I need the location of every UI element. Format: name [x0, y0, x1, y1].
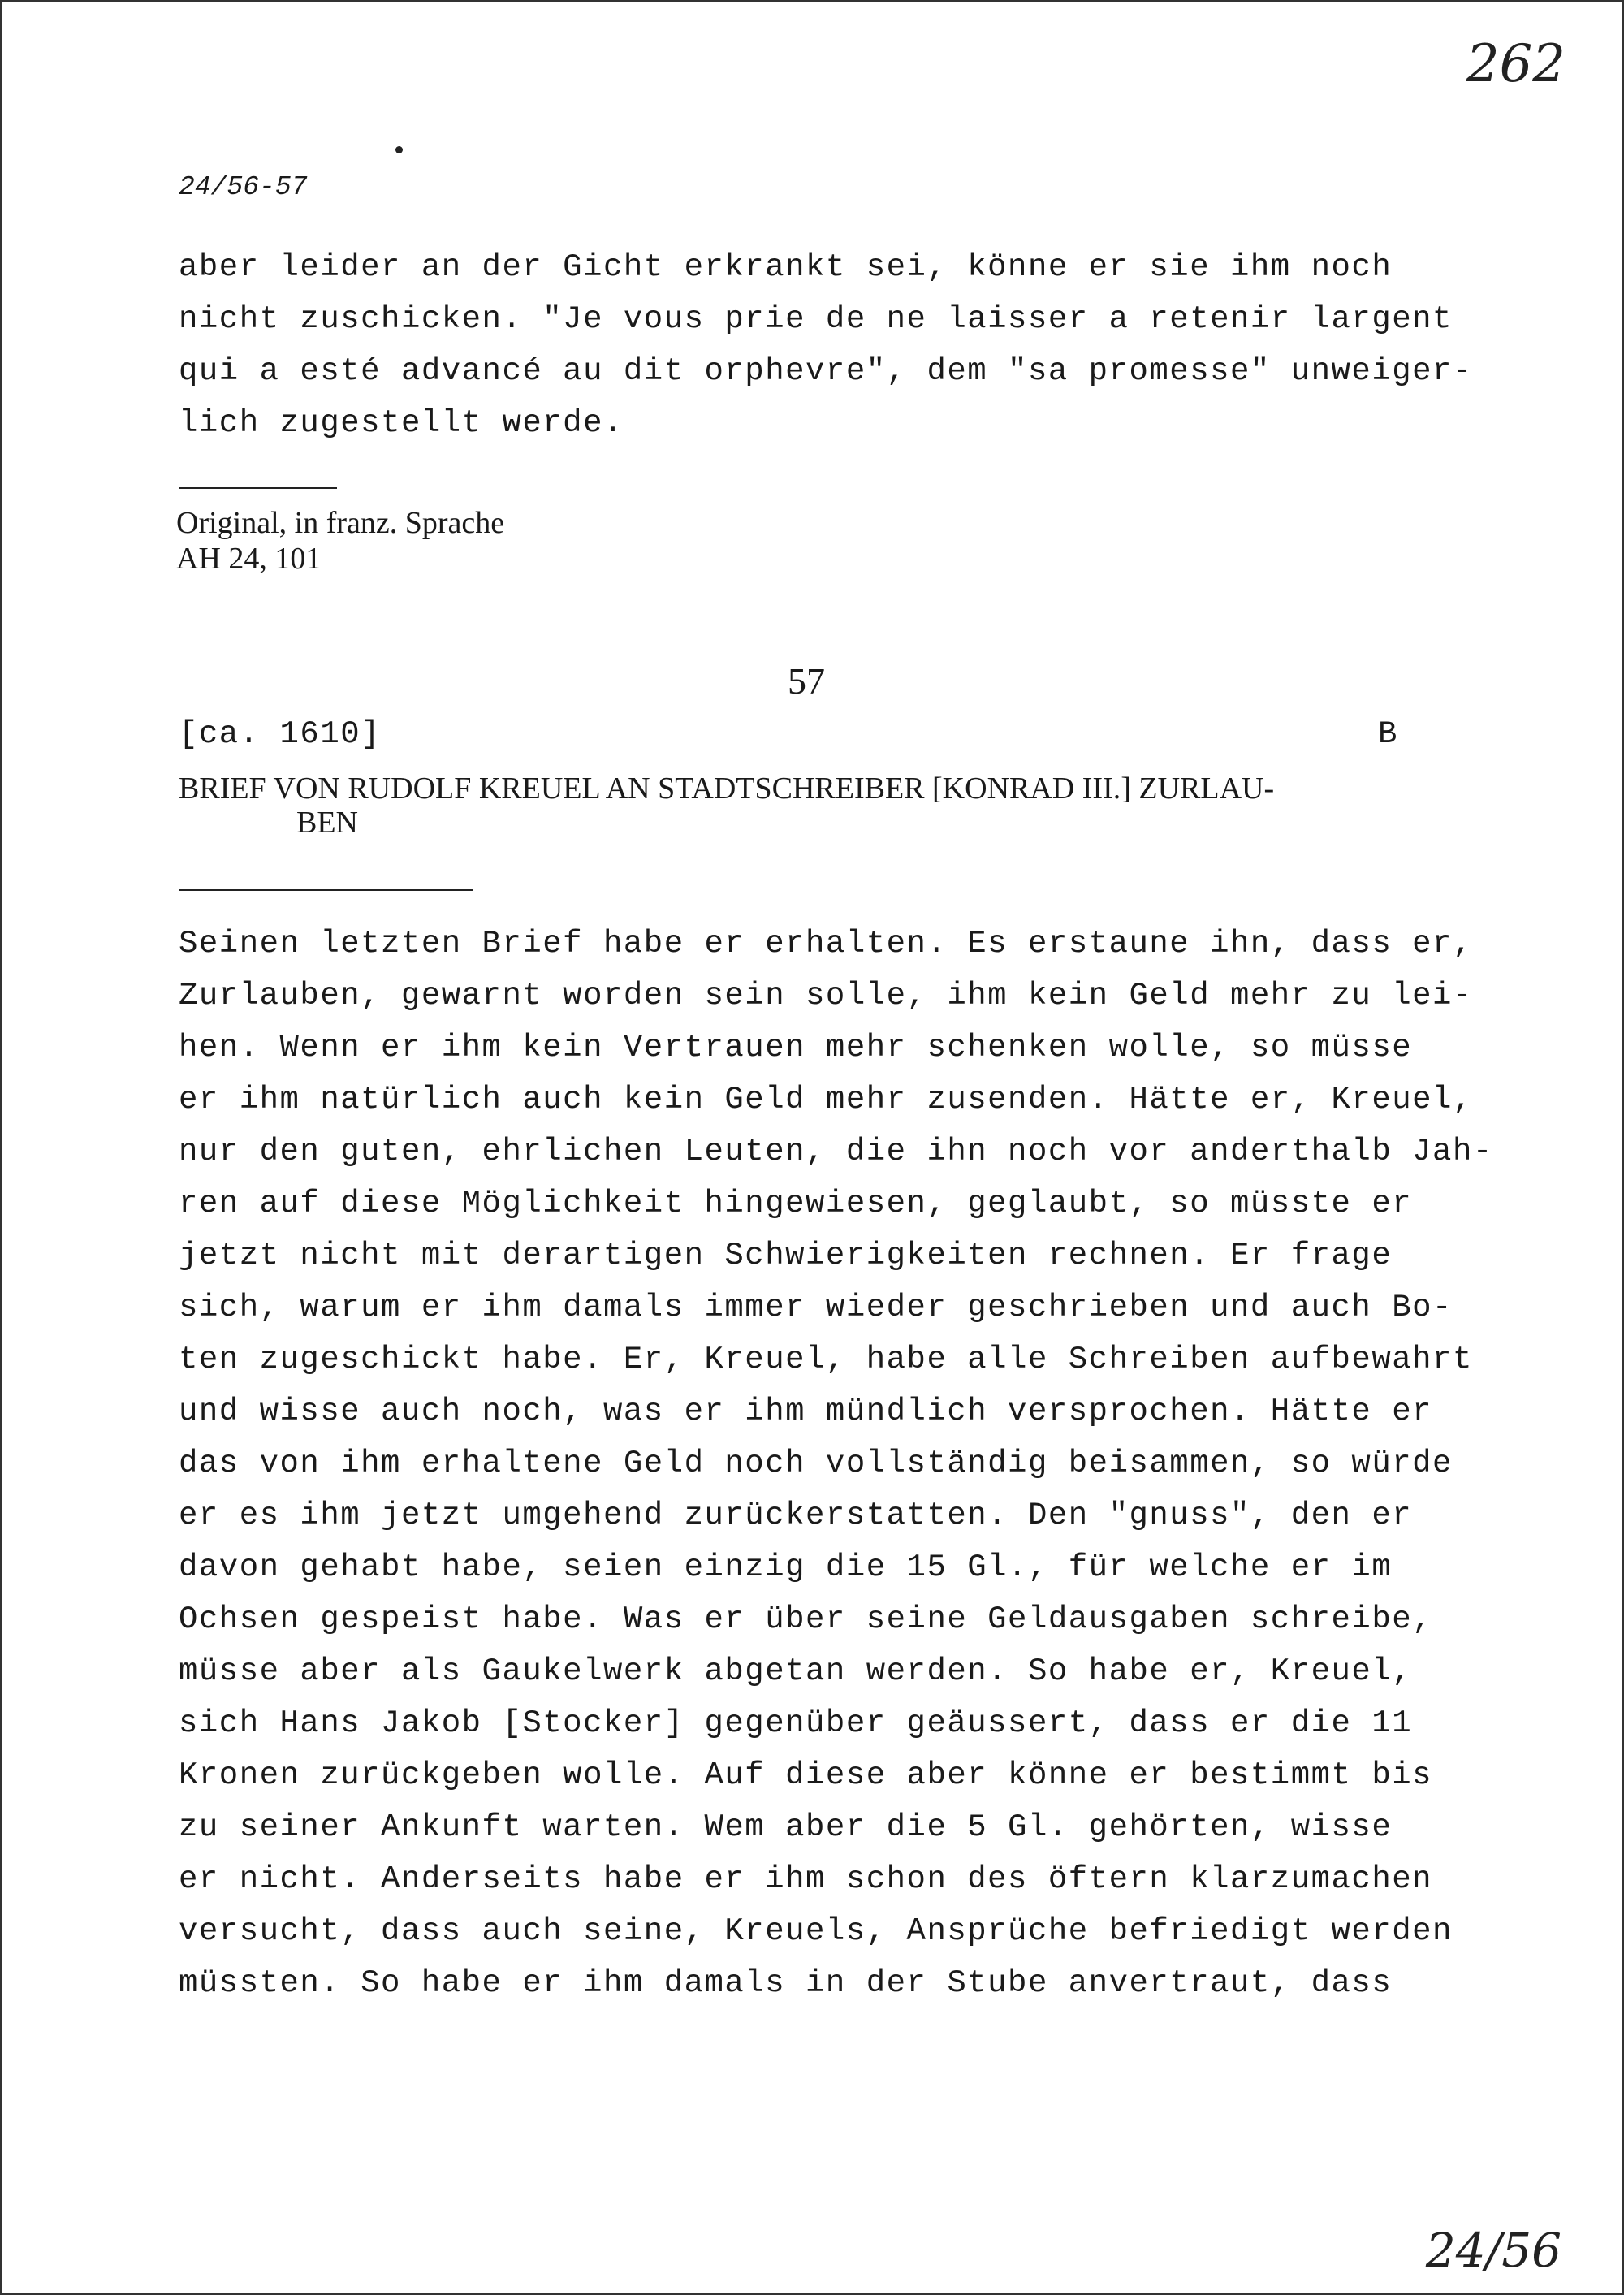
text-line: er es ihm jetzt umgehend zurückerstatten. Den "gnuss", den er: [179, 1498, 1413, 1533]
text-line: lich zugestellt werde.: [179, 405, 624, 441]
text-line: Seinen letzten Brief habe er erhalten. Es erstaune ihn, dass er,: [179, 926, 1473, 962]
text-line: ten zugeschickt habe. Er, Kreuel, habe alle Schreiben aufbewahrt: [179, 1342, 1473, 1377]
text-line: Kronen zurückgeben wolle. Auf diese aber könne er bestimmt bis: [179, 1757, 1433, 1793]
intro-paragraph: [179, 241, 1478, 449]
source-note: [176, 505, 504, 577]
text-line: das von ihm erhaltene Geld noch vollständig beisammen, so würde: [179, 1446, 1453, 1481]
text-line: jetzt nicht mit derartigen Schwierigkeiten rechnen. Er frage: [179, 1238, 1393, 1273]
text-line: sich Hans Jakob [Stocker] gegenüber geäussert, dass er die 11: [179, 1705, 1413, 1741]
reference-number: 24/56-57: [179, 172, 308, 202]
separator-rule: [179, 889, 473, 891]
text-line: Ochsen gespeist habe. Was er über seine Geldausgaben schreibe,: [179, 1601, 1433, 1637]
text-line: hen. Wenn er ihm kein Vertrauen mehr schenken wolle, so müsse: [179, 1030, 1413, 1065]
text-line: und wisse auch noch, was er ihm mündlich versprochen. Hätte er: [179, 1394, 1433, 1429]
text-line: er nicht. Anderseits habe er ihm schon des öftern klarzumachen: [179, 1861, 1433, 1897]
text-line: zu seiner Ankunft warten. Wem aber die 5 Gl. gehörten, wisse: [179, 1809, 1393, 1845]
text-line: nicht zuschicken. "Je vous prie de ne laisser a retenir largent: [179, 301, 1453, 337]
document-date: [ca. 1610]: [179, 716, 382, 752]
text-line: nur den guten, ehrlichen Leuten, die ihn noch vor anderthalb Jah-: [179, 1134, 1493, 1169]
text-line: ren auf diese Möglichkeit hingewiesen, geglaubt, so müsste er: [179, 1186, 1413, 1221]
footer-handwritten-mark: 24/56: [1425, 2223, 1561, 2278]
document-number: 57: [788, 660, 825, 702]
text-line: Zurlauben, gewarnt worden sein solle, ihm kein Geld mehr zu lei-: [179, 978, 1473, 1014]
separator-rule: [179, 487, 337, 489]
body-paragraph: [179, 918, 1493, 2009]
title-line: BRIEF VON RUDOLF KREUEL AN STADTSCHREIBER [KONRAD III.] ZURLAU-: [179, 771, 1275, 806]
folio-number: 262: [1466, 34, 1566, 94]
source-line: Original, in franz. Sprache: [176, 506, 505, 540]
document-type-letter: B: [1378, 716, 1398, 752]
text-line: er ihm natürlich auch kein Geld mehr zusenden. Hätte er, Kreuel,: [179, 1082, 1473, 1117]
ink-dot: [395, 146, 403, 153]
text-line: müssten. So habe er ihm damals in der Stube anvertraut, dass: [179, 1965, 1393, 2001]
source-line: AH 24, 101: [176, 542, 322, 576]
title-line: BEN: [296, 806, 358, 840]
text-line: versucht, dass auch seine, Kreuels, Ansprüche befriedigt werden: [179, 1913, 1453, 1949]
text-line: sich, warum er ihm damals immer wieder geschrieben und auch Bo-: [179, 1290, 1453, 1325]
text-line: aber leider an der Gicht erkrankt sei, könne er sie ihm noch: [179, 249, 1393, 285]
text-line: qui a esté advancé au dit orphevre", dem "sa promesse" unweiger-: [179, 353, 1473, 389]
text-line: davon gehabt habe, seien einzig die 15 Gl., für welche er im: [179, 1549, 1393, 1585]
document-title: [179, 771, 1274, 840]
text-line: müsse aber als Gaukelwerk abgetan werden. So habe er, Kreuel,: [179, 1653, 1413, 1689]
